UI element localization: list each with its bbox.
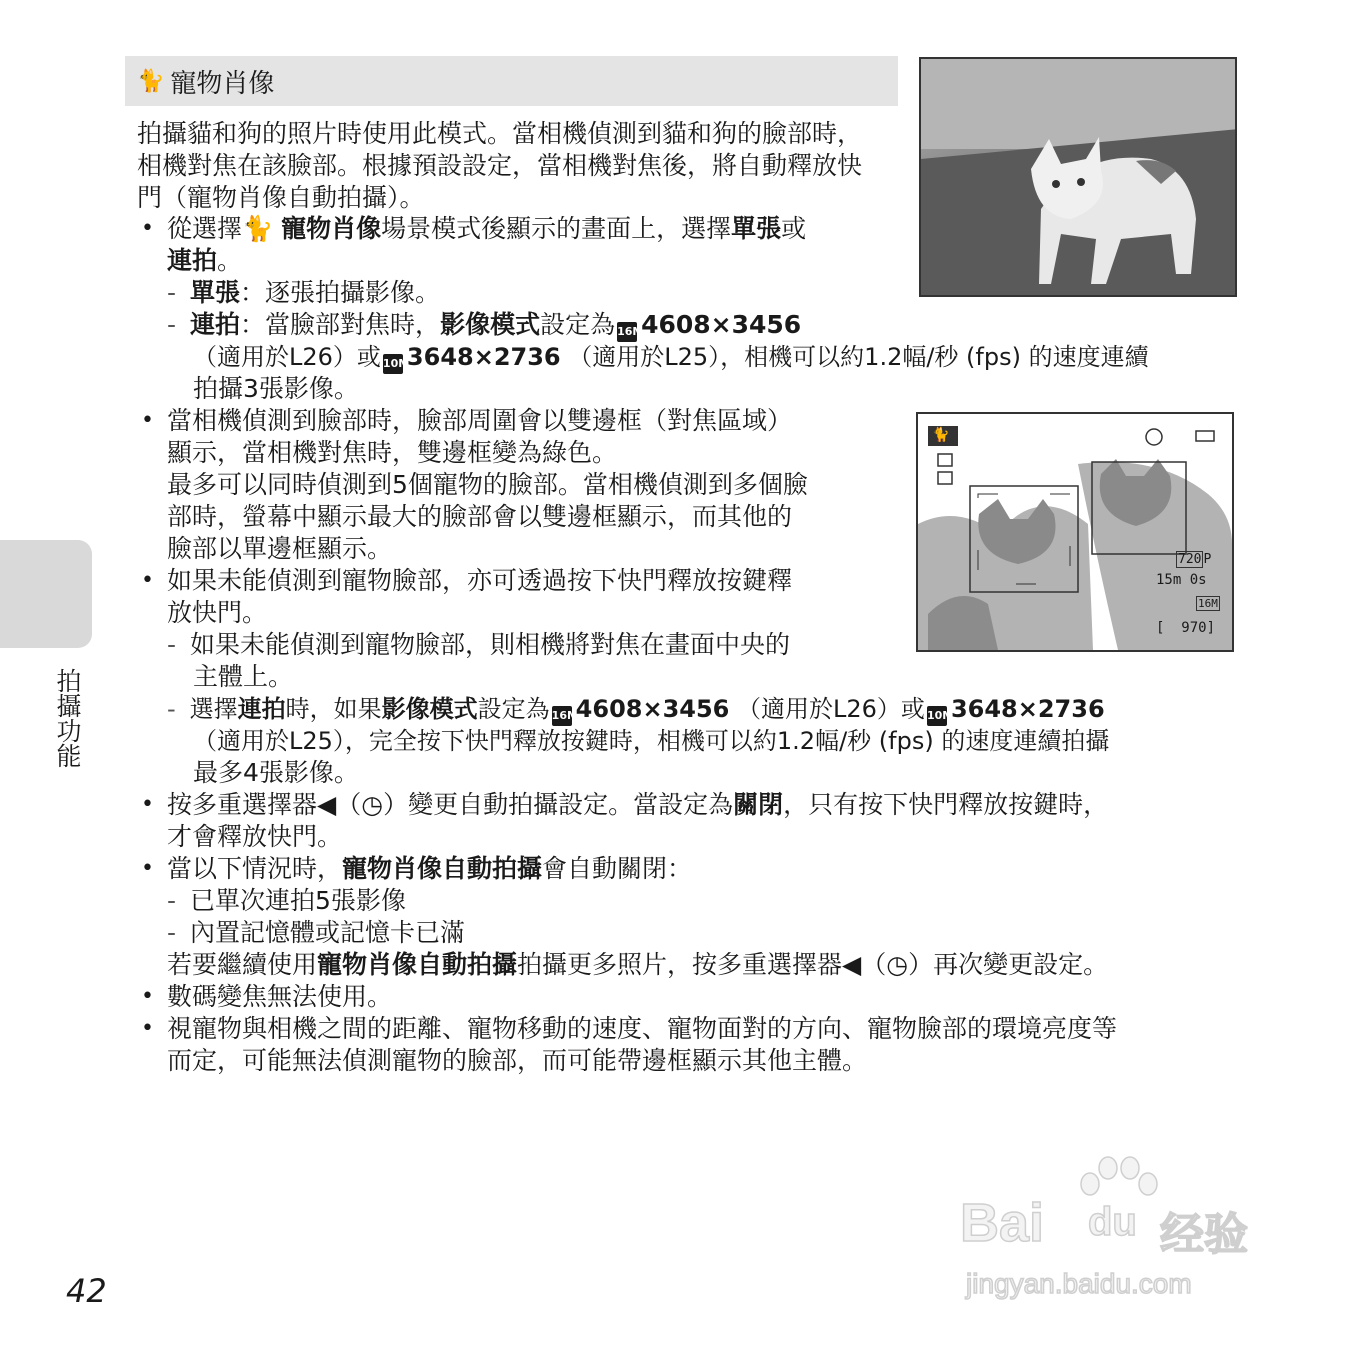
self-timer-icon: ◷	[886, 950, 909, 979]
intro-paragraph: 拍攝貓和狗的照片時使用此模式。當相機偵測到貓和狗的臉部時，相機對焦在該臉部。根據預設設定，當相機對焦後，將自動釋放快門（寵物肖像自動拍攝）。	[137, 119, 863, 212]
page-number: 42	[66, 1272, 107, 1310]
bullet-5-continue: 若要繼續使用寵物肖像自動拍攝拍攝更多照片，按多重選擇器◀（◷）再次變更設定。	[167, 950, 1109, 979]
sub-item-memory-full: - 內置記憶體或記憶卡已滿	[167, 918, 466, 947]
image-10m-icon: 10M	[383, 354, 403, 374]
sub-item-continuous-line-3: 拍攝3張影像。	[193, 374, 359, 403]
sub-item-burst-count: - 已單次連拍5張影像	[167, 886, 406, 915]
bullet-4-line-2: 才會釋放快門。	[167, 822, 343, 851]
remaining-movie-time: 15m 0s	[1156, 572, 1207, 588]
self-timer-icon: ◷	[361, 790, 384, 819]
bullet-4-line-1: • 按多重選擇器◀（◷）變更自動拍攝設定。當設定為關閉，只有按下快門釋放按鍵時，	[167, 789, 1108, 821]
image-mode-indicator: 16M	[1198, 597, 1218, 610]
bullet-5-line-1: • 當以下情況時，寵物肖像自動拍攝會自動關閉：	[167, 853, 692, 885]
camera-screen-graphic	[918, 414, 1232, 650]
sub-item-burst-line-2: （適用於L25），完全按下快門釋放按鍵時，相機可以約1.2幅/秒 (fps) 的速度連續拍攝	[193, 727, 1110, 755]
section-title: 寵物肖像	[170, 68, 275, 99]
watermark-url: jingyan.baidu.com	[966, 1268, 1192, 1299]
sub-item-continuous-line-2: （適用於L26）或 10M3648×2736 （適用於L25），相機可以約1.2幅/秒 (fps) 的速度連續	[193, 341, 1149, 374]
section-side-label: 拍攝功能	[53, 668, 82, 768]
bullet-2-line-2: 顯示，當相機對焦時，雙邊框變為綠色。	[167, 438, 618, 467]
bullet-1-line-2: 連拍。	[167, 246, 243, 275]
sub-item-center-focus-line-1: - 如果未能偵測到寵物臉部，則相機將對焦在畫面中央的	[167, 630, 791, 659]
camera-screen-illustration	[916, 412, 1234, 652]
pet-icon: 🐈	[137, 68, 165, 94]
sub-item-center-focus-line-2: 主體上。	[193, 662, 294, 691]
image-16m-icon: 16M	[617, 322, 637, 342]
bullet-6: • 數碼變焦無法使用。	[167, 981, 392, 1013]
image-10m-icon: 10M	[927, 706, 947, 726]
bullet-2-line-1: • 當相機偵測到臉部時，臉部周圍會以雙邊框（對焦區域）	[167, 405, 792, 437]
sub-item-continuous-line-1: - 連拍：當臉部對焦時，影像模式設定為 16M4608×3456	[167, 309, 801, 342]
sub-item-burst-line-3: 最多4張影像。	[193, 758, 359, 787]
bullet-2-line-5: 臉部以單邊框顯示。	[167, 534, 393, 563]
baidu-watermark	[960, 1150, 1280, 1310]
bullet-2-line-3: 最多可以同時偵測到5個寵物的臉部。當相機偵測到多個臉	[167, 470, 808, 499]
bullet-1-line-1: • 從選擇🐈 寵物肖像場景模式後顯示的畫面上，選擇單張或	[167, 213, 806, 245]
bullet-3-line-1: • 如果未能偵測到寵物臉部，亦可透過按下快門釋放按鍵釋	[167, 565, 792, 597]
image-16m-icon: 16M	[552, 706, 572, 726]
bullet-2-line-4: 部時，螢幕中顯示最大的臉部會以雙邊框顯示，而其他的	[167, 502, 793, 531]
watermark-brand-du: du	[1088, 1200, 1137, 1244]
bullet-3-line-2: 放快門。	[167, 598, 268, 627]
movie-mode-indicator: 720 P	[1178, 552, 1212, 567]
watermark-brand: Bai	[960, 1193, 1045, 1253]
remaining-shots: [ 970]	[1156, 620, 1216, 636]
watermark-cn: 经验	[1160, 1210, 1248, 1259]
bullet-7-line-1: • 視寵物與相機之間的距離、寵物移動的速度、寵物面對的方向、寵物臉部的環境亮度等	[167, 1013, 1117, 1045]
sub-item-burst-line-1: - 選擇連拍時，如果影像模式設定為 16M4608×3456 （適用於L26）或 10M3648×2736	[167, 693, 1105, 726]
sub-item-single: - 單張：逐張拍攝影像。	[167, 278, 441, 307]
pet-icon: 🐈	[242, 214, 282, 243]
section-tab	[0, 540, 92, 648]
bullet-7-line-2: 而定，可能無法偵測寵物的臉部，而可能帶邊框顯示其他主體。	[167, 1046, 868, 1075]
screen-pet-icon: 🐈	[932, 427, 950, 443]
